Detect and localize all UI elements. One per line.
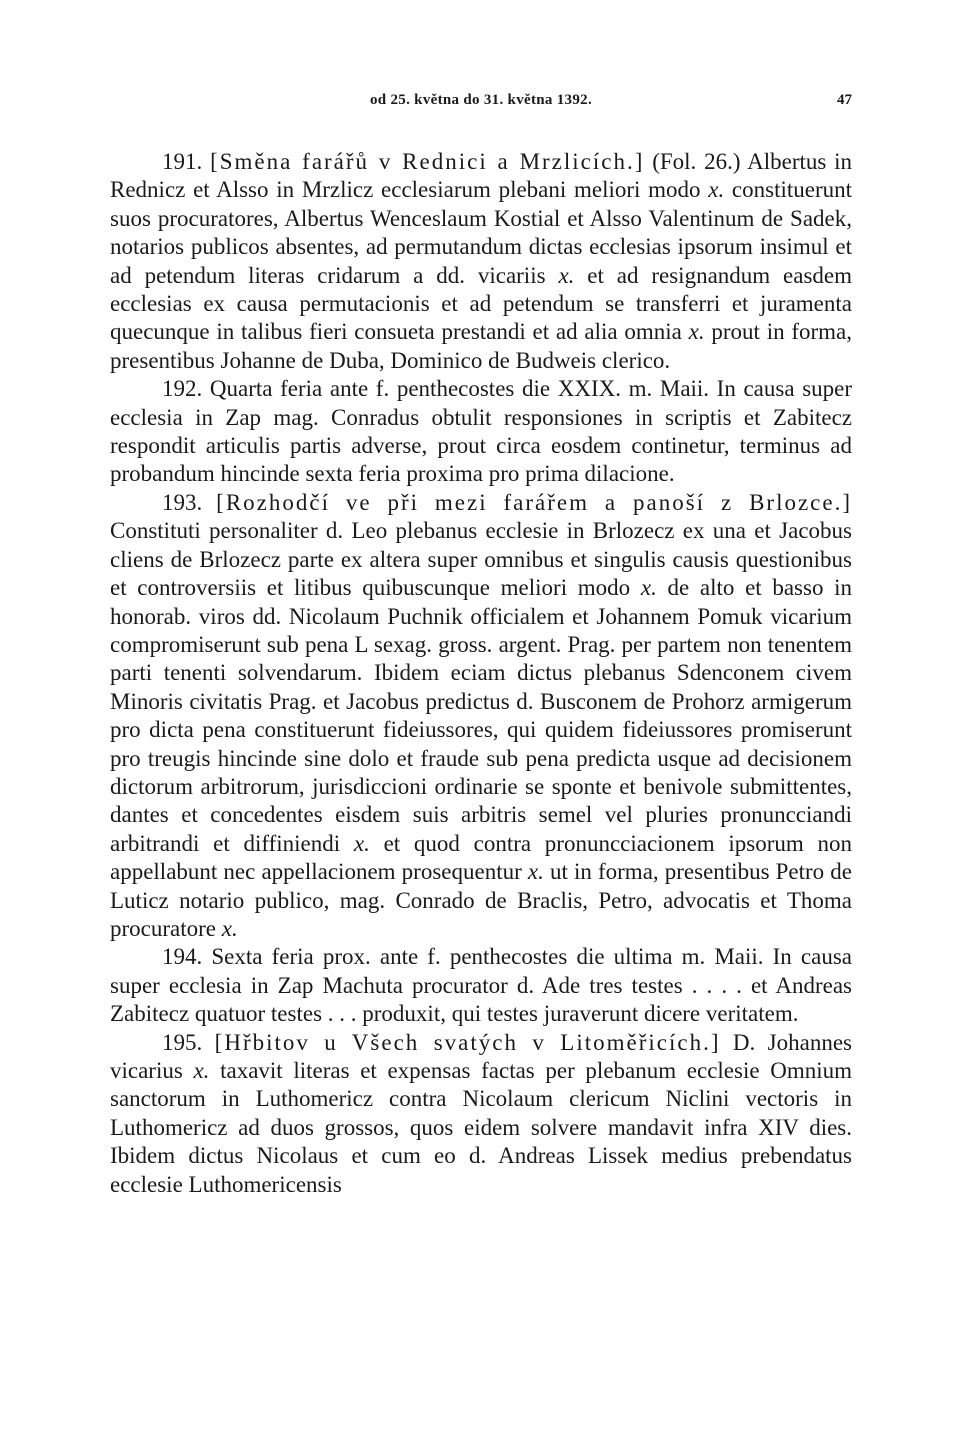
entry-195 [110,1029,852,1199]
page-number: 47 [837,92,852,108]
entry-192 [110,375,852,489]
folio-reference: (Fol. 26.) [652,149,741,174]
entry-text: constituerunt suos procuratores, Albertus Wenceslaum Kostial et Alsso Valentinum de Sadek, notarios publicos absentes, ad permutandum dictas ecclesias ipsorum insimul et ad petendum literas cridarum a dd. vicariis [110,177,853,288]
entry-191 [110,148,852,375]
etc-mark: x. [558,262,575,288]
entry-text: de alto et basso in honorab. viros dd. Nicolaum Puchnik officialem et Johannem Pomuk vicarium compromiserunt sub pena L sexag. gross. argent. Prag. per partem non tenentem parti tenenti solvendarum. Ibidem eciam dictus plebanus Sdenconem civem Minoris civitatis Prag. et Jacobus predictus d. Busconem de Prohorz armigerum pro dicta pena constituerunt fideiussores, qui quidem fideiussores promiserunt pro treugis hincinde sine dolo et fraude sub pena predicta usque ad decisionem dictorum arbitrorum, jurisdiccioni ordinarie se sponte et benivole submittentes, dantes et concedentes eisdem suis arbitris semel vel pluries pronuncciandi arbitrandi et diffiniendi [110,575,853,856]
entry-number: 191. [162,149,203,174]
entry-text: et quod contra pronuncciacionem ipsorum non appellabunt nec appellacionem prosequentur [110,830,853,885]
running-title: od 25. května do 31. května 1392. [369,92,592,108]
entry-text: ut in forma, presentibus Petro de Luticz notario publico, mag. Conrado de Braclis, Petro, advocatis et Thoma procuratore [110,859,853,941]
entry-number: 193. [162,489,203,515]
etc-mark: x. [640,575,657,601]
running-head [110,92,852,116]
etc-mark: x. [193,1058,210,1083]
entry-heading: [Směna farářů v Rednici a Mrzlicích.] [210,149,645,174]
entry-text: prout in forma, presentibus Johanne de Duba, Dominico de Budweis clerico. [110,319,853,373]
entry-text: Quarta feria ante f. penthecostes die XXIX. m. Maii. In causa super ecclesia in Zap mag. Conradus obtulit responsiones in scriptis et Zabitecz respondit articulis partis adverse, prout circa eosdem continetur, terminus ad probandum hincinde sexta feria proxima pro prima dilacione. [110,376,853,487]
etc-mark: x. [221,915,238,941]
etc-mark: x. [527,859,544,885]
entry-text: D. Johannes vicarius [110,1029,853,1083]
entry-number: 192. [162,376,203,402]
entries-body [110,148,852,1199]
entry-193 [110,489,852,944]
etc-mark: x. [353,830,370,856]
etc-mark: x. [688,319,705,345]
entry-text: et ad resignandum easdem ecclesias ex causa permutacionis et ad petendum se transferri et juramenta quecunque in talibus fieri consueta prestandi et ad alia omnia [110,262,853,345]
entry-text: Constituti personaliter d. Leo plebanus ecclesie in Brlozecz ex una et Jacobus cliens de Brlozecz parte ex altera super omnibus et singulis causis questionibus et controversiis et litibus quibuscunque meliori modo [110,518,852,601]
entry-number: 195. [162,1029,203,1055]
entry-text: Sexta feria prox. ante f. penthecostes die ultima m. Maii. In causa super ecclesia in Zap Machuta procurator d. Ade tres testes . . . . et Andreas Zabitecz quatuor testes . . . produxit, qui testes juraverunt dicere veritatem. [110,944,852,1027]
entry-text: taxavit literas et expensas factas per plebanum ecclesie Omnium sanctorum in Luthomericz contra Nicolaum clericum Niclini vectoris in Luthomericz ad duos grossos, quos eidem solvere mandavit infra XIV dies. Ibidem dictus Nicolaus et cum eo d. Andreas Lissek medius prebendatus ecclesie Luthomericensis [110,1058,852,1197]
etc-mark: x. [708,177,725,203]
entry-194 [110,943,852,1028]
entry-text: Albertus in Rednicz et Alsso in Mrzlicz ecclesiarum plebani meliori modo [110,149,853,203]
entry-heading: [Rozhodčí ve při mezi farářem a panoší z Brlozce.] [216,489,852,515]
entry-heading: [Hřbitov u Všech svatých v Litoměřicích.] [214,1029,721,1055]
entry-number: 194. [162,944,203,970]
